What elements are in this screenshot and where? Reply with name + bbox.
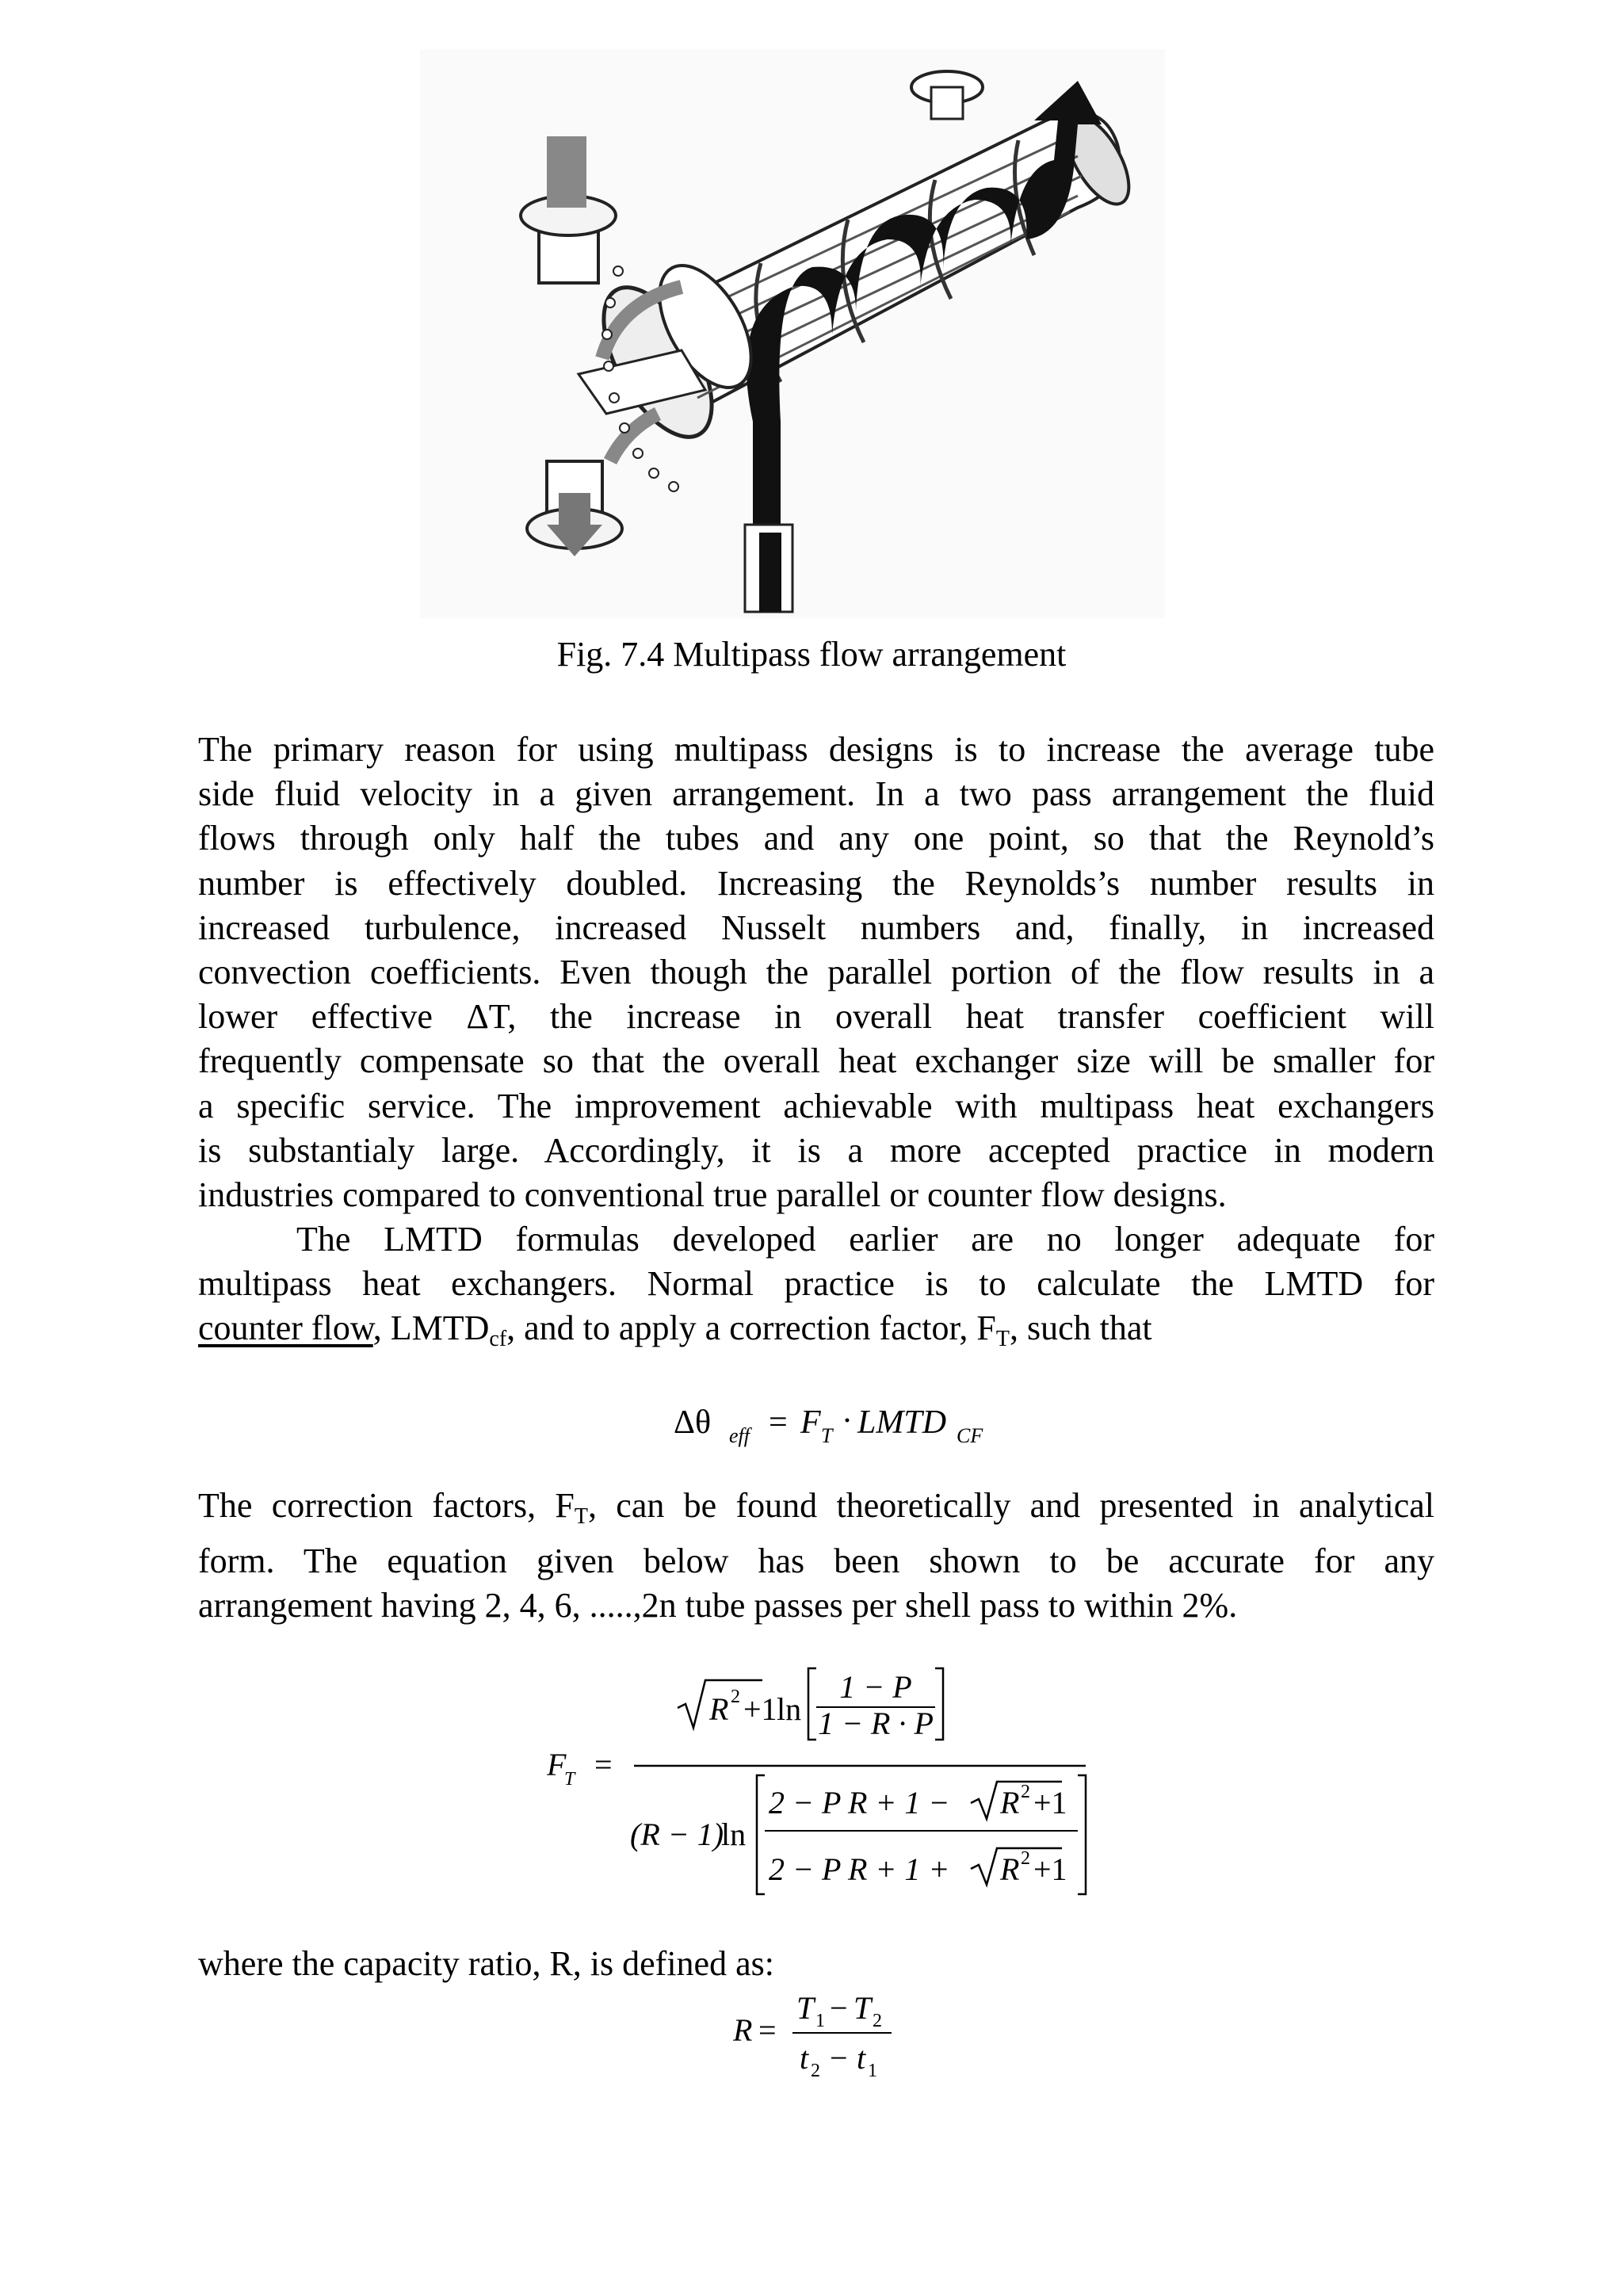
text-fragment: , can be found theoretically and presented in analytical bbox=[587, 1486, 1434, 1525]
text-line bbox=[198, 1306, 1434, 1362]
equation-capacity-ratio bbox=[733, 1985, 907, 2088]
frac1-numerator: 1 − P bbox=[839, 1669, 912, 1705]
eq-equals: = bbox=[594, 1747, 613, 1782]
frac2-den-b: R + 1 + bbox=[848, 1851, 950, 1887]
sqrt-r: R bbox=[1000, 1785, 1020, 1820]
text-fragment: , and to apply a correction factor, F bbox=[506, 1308, 996, 1348]
den-minus: − bbox=[830, 2040, 848, 2076]
paragraph-multipass-reasoning bbox=[198, 728, 1434, 1217]
text-line: where the capacity ratio, R, is defined as: bbox=[198, 1944, 774, 1983]
frac2-den-a: 2 − P bbox=[769, 1851, 842, 1887]
text-line: frequently compensate so that the overall heat exchanger size will be smaller for bbox=[198, 1041, 1434, 1081]
eq-lhs: Δθ bbox=[674, 1404, 712, 1441]
sqrt-sq: 2 bbox=[1021, 1848, 1030, 1869]
eq-sub: eff bbox=[729, 1424, 750, 1447]
num-sub: 1 bbox=[815, 2011, 825, 2031]
eq-sub: T bbox=[821, 1424, 833, 1447]
den-coef: (R − 1) bbox=[630, 1817, 724, 1852]
bracket-right bbox=[1078, 1775, 1086, 1894]
frac2-num-b: R + 1 − bbox=[848, 1785, 950, 1820]
eq-f: F bbox=[800, 1404, 821, 1441]
underlined-counter-flow: counter flow bbox=[198, 1308, 373, 1348]
sqrt-sq: 2 bbox=[1021, 1782, 1030, 1802]
text-line: multipass heat exchangers. Normal practice is to calculate the LMTD for bbox=[198, 1264, 1434, 1304]
den-sub: 1 bbox=[868, 2061, 877, 2081]
text-line: number is effectively doubled. Increasing the Reynolds’s number results in bbox=[198, 863, 1434, 903]
frac1-denominator: 1 − R · P bbox=[818, 1706, 934, 1741]
text-line: arrangement having 2, 4, 6, .....,2n tube passes per shell pass to within 2%. bbox=[198, 1586, 1238, 1626]
subscript: T bbox=[995, 1327, 1010, 1352]
text-line: The primary reason for using multipass designs is to increase the average tube bbox=[198, 730, 1434, 769]
text-line: form. The equation given below has been shown to be accurate for any bbox=[198, 1541, 1434, 1581]
paragraph-lmtd-correction bbox=[198, 1217, 1434, 1362]
num-minus: − bbox=[830, 1990, 848, 2026]
text-fragment: The correction factors, F bbox=[198, 1486, 575, 1525]
paragraph-capacity-ratio bbox=[198, 1942, 1434, 1986]
figure-caption: Fig. 7.4 Multipass flow arrangement bbox=[556, 635, 1067, 674]
equation-effective-temperature-difference bbox=[674, 1395, 991, 1450]
eq-equals: = bbox=[758, 2012, 777, 2048]
num-plus1: +1 bbox=[743, 1691, 777, 1727]
text-fragment: , LMTD bbox=[372, 1308, 490, 1348]
subscript: cf bbox=[489, 1327, 507, 1352]
text-line: side fluid velocity in a given arrangement. In a two pass arrangement the fluid bbox=[198, 774, 1434, 814]
text-line: The LMTD formulas developed earlier are no longer adequate for bbox=[296, 1220, 1434, 1259]
sqrt-plus1: +1 bbox=[1033, 1785, 1067, 1820]
num-sub: 2 bbox=[873, 2011, 882, 2031]
text-line: flows through only half the tubes and any one point, so that the Reynold’s bbox=[198, 819, 1434, 858]
eq-sub: CF bbox=[957, 1424, 983, 1447]
paragraph-correction-factor bbox=[198, 1484, 1434, 1629]
eq-dot: · bbox=[842, 1403, 853, 1439]
eq-lhs: R bbox=[733, 2012, 753, 2048]
num-sq: 2 bbox=[731, 1687, 740, 1707]
text-line: is substantialy large. Accordingly, it is a more accepted practice in modern bbox=[198, 1130, 1434, 1170]
text-line: industries compared to conventional true parallel or counter flow designs. bbox=[198, 1175, 1227, 1215]
num-ln: ln bbox=[777, 1691, 802, 1727]
frac2-num-a: 2 − P bbox=[769, 1785, 842, 1820]
text-fragment: , such that bbox=[1009, 1308, 1152, 1348]
text-line: increased turbulence, increased Nusselt numbers and, finally, in increased bbox=[198, 907, 1434, 947]
sqrt-r: R bbox=[1000, 1851, 1020, 1887]
bracket-right bbox=[935, 1668, 943, 1740]
num-t2: T bbox=[854, 1990, 872, 2026]
eq-equals: = bbox=[769, 1404, 788, 1441]
shell-inlet-nozzle bbox=[745, 525, 792, 612]
subscript: T bbox=[574, 1504, 588, 1529]
text-line bbox=[198, 1484, 1434, 1539]
num-t1: T bbox=[796, 1990, 815, 2026]
eq-sub: T bbox=[564, 1769, 575, 1790]
den-ln: ln bbox=[721, 1817, 747, 1852]
num-r: R bbox=[709, 1691, 729, 1727]
bracket-left bbox=[757, 1775, 765, 1894]
bracket-left bbox=[808, 1668, 816, 1740]
equation-correction-factor bbox=[547, 1664, 1102, 1902]
sqrt-plus1: +1 bbox=[1033, 1851, 1067, 1887]
eq-lmtd: LMTD bbox=[857, 1404, 947, 1441]
text-line: a specific service. The improvement achievable with multipass heat exchangers bbox=[198, 1086, 1434, 1125]
text-line: lower effective ΔT, the increase in overall heat transfer coefficient will bbox=[198, 997, 1434, 1037]
text-line: convection coefficients. Even though the parallel portion of the flow results in a bbox=[198, 953, 1434, 992]
den-t1: t bbox=[857, 2040, 866, 2076]
den-t2: t bbox=[800, 2040, 809, 2076]
eq-lhs: F bbox=[547, 1747, 567, 1782]
den-sub: 2 bbox=[811, 2061, 820, 2081]
heat-exchanger-illustration bbox=[420, 49, 1165, 618]
